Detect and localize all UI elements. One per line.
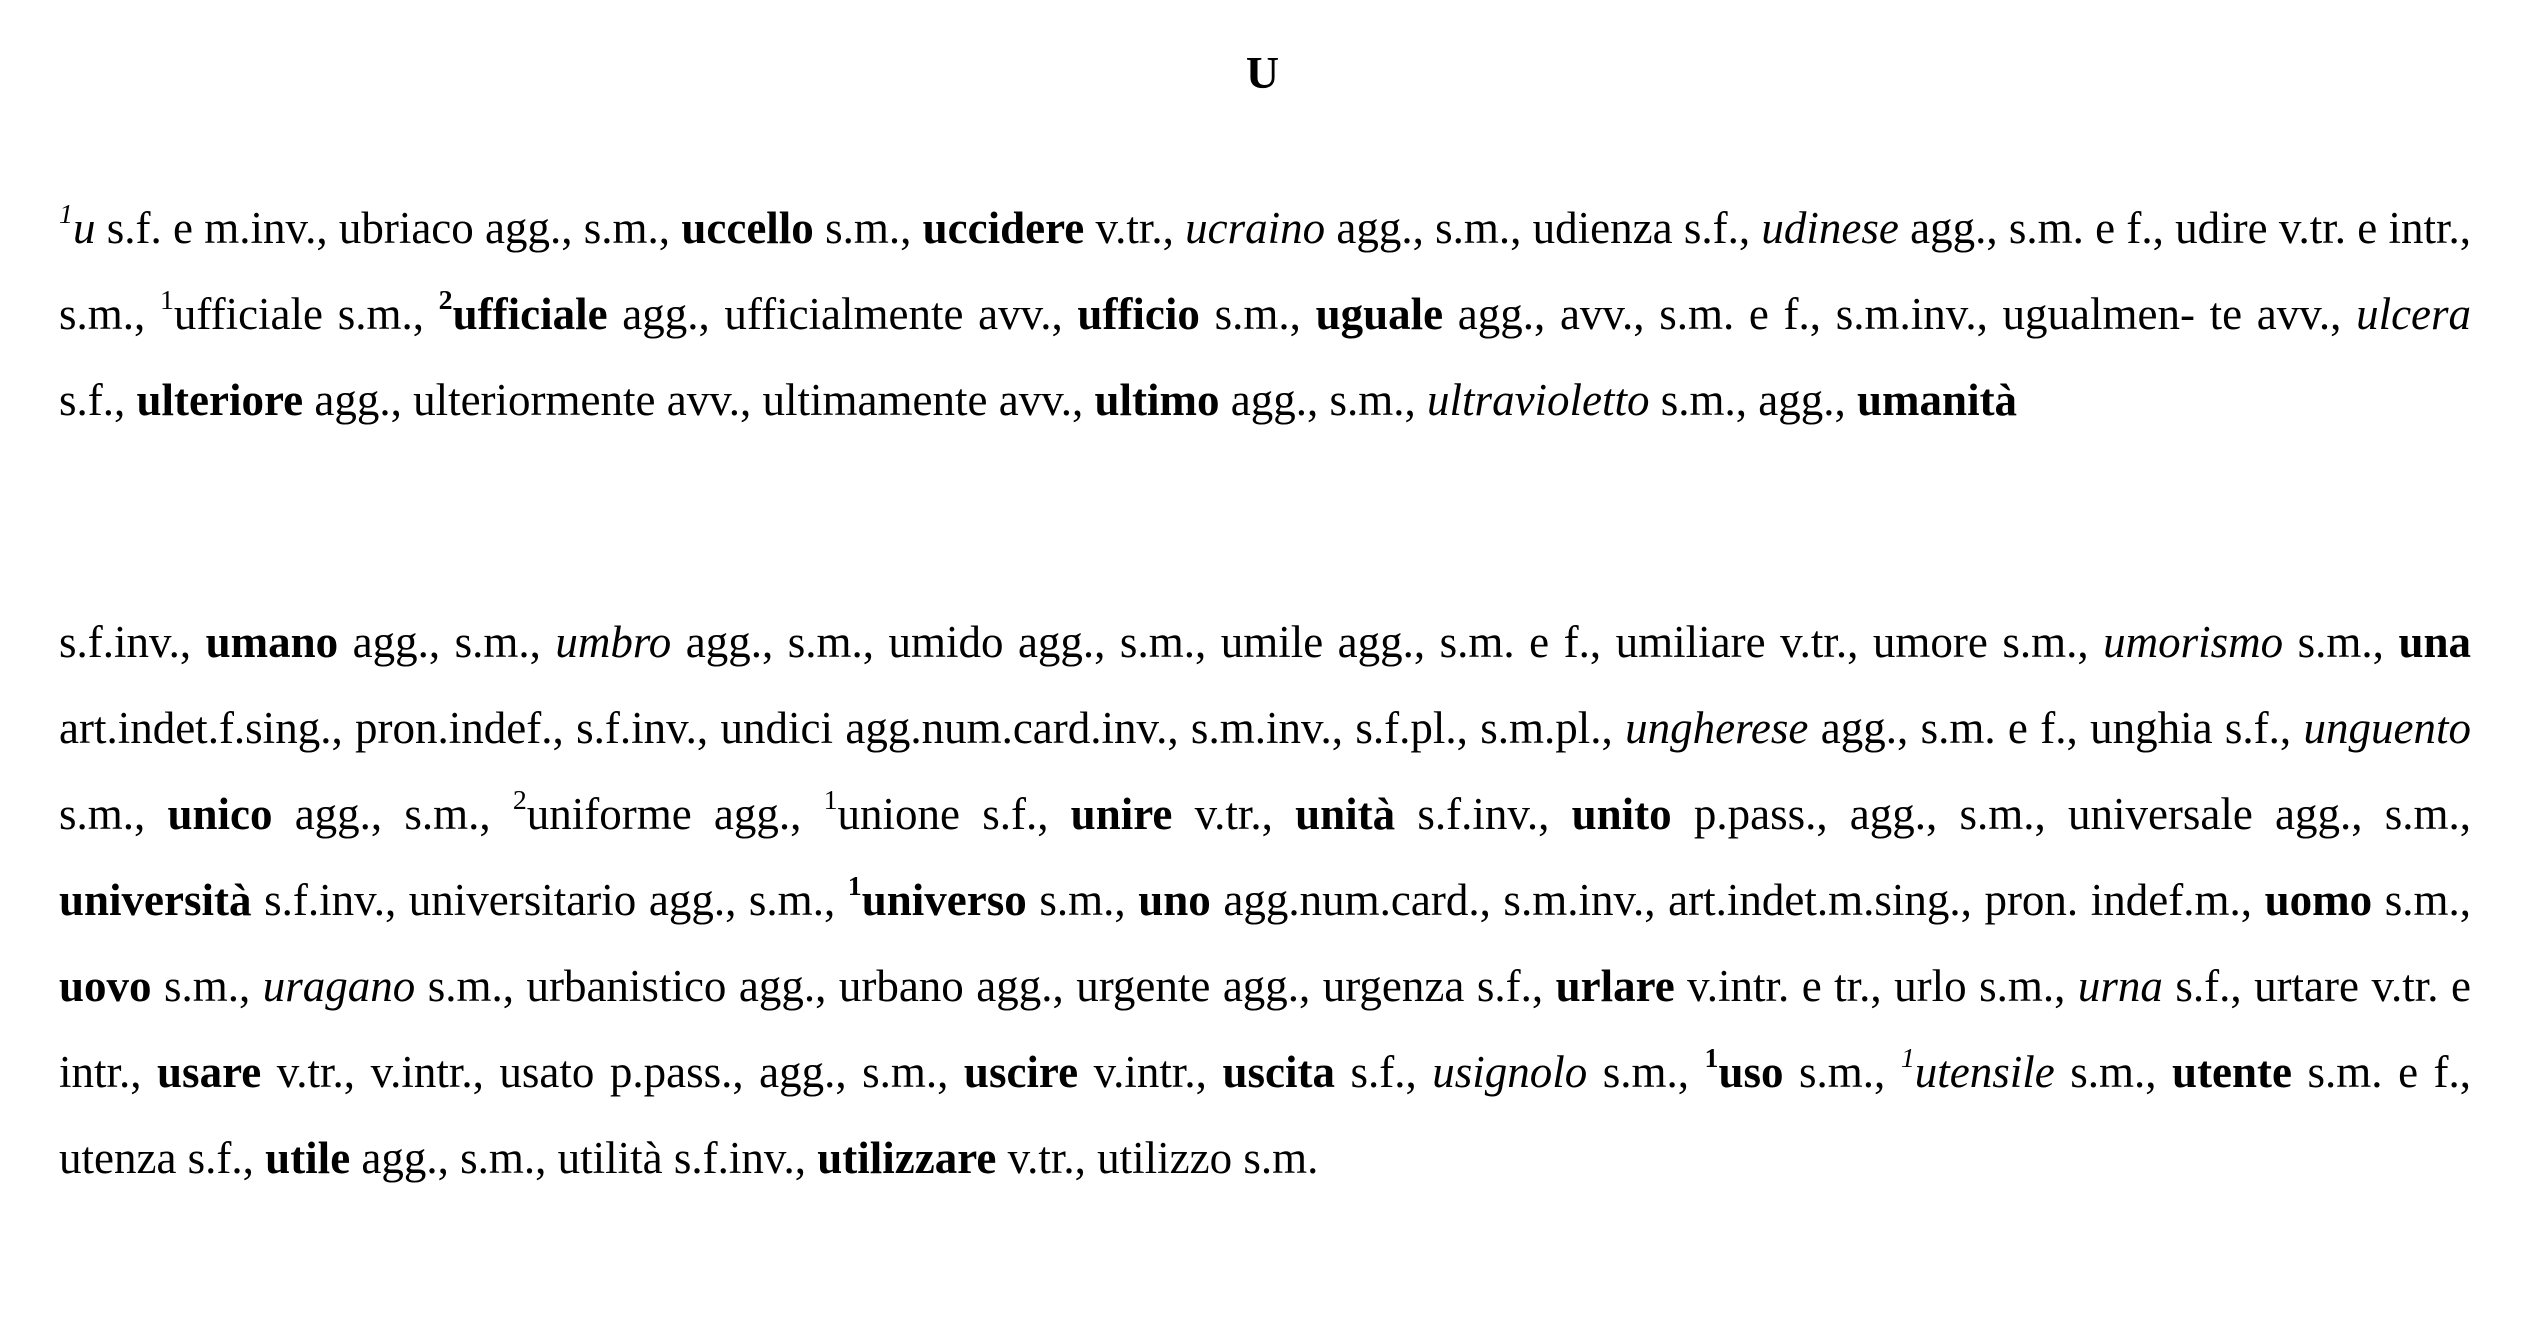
text-run: uccidere bbox=[922, 203, 1085, 253]
text-run: uovo bbox=[59, 961, 152, 1011]
text-run: uccello bbox=[681, 203, 814, 253]
text-run: agg., s.m., umido agg., s.m., umile agg., s.m. e f., umiliare v.tr., umore s.m., bbox=[671, 617, 2104, 667]
text-run: uso bbox=[1718, 1047, 1784, 1097]
text-run: v.intr. e tr., urlo s.m., bbox=[1674, 961, 2078, 1011]
text-run: agg., s.m., bbox=[272, 789, 513, 839]
text-run: usignolo bbox=[1432, 1047, 1588, 1097]
text-run: agg., s.m. e f., unghia s.f., bbox=[1808, 703, 2304, 753]
text-run: ufficiale s.m., bbox=[173, 289, 439, 339]
text-run: umorismo bbox=[2103, 617, 2284, 667]
text-run: udinese bbox=[1761, 203, 1899, 253]
text-run: ufficio bbox=[1077, 289, 1200, 339]
text-run: s.m., bbox=[1026, 875, 1139, 925]
text-run: università bbox=[59, 875, 252, 925]
text-run: unico bbox=[167, 789, 273, 839]
text-run: agg., ulteriormente avv., ultimamente avv., bbox=[303, 375, 1095, 425]
text-run: s.m., bbox=[1587, 1047, 1705, 1097]
text-run: ulcera bbox=[2356, 289, 2472, 339]
text-run: unire bbox=[1070, 789, 1173, 839]
text-run: v.tr., bbox=[1172, 789, 1296, 839]
text-run: agg., s.m., utilità s.f.inv., bbox=[350, 1133, 818, 1183]
text-run: s.m., urbanistico agg., urbano agg., urgente agg., urgenza s.f., bbox=[415, 961, 1556, 1011]
text-run: u bbox=[72, 203, 96, 253]
text-run: urlare bbox=[1555, 961, 1675, 1011]
text-run: utile bbox=[265, 1133, 351, 1183]
text-run: v.intr., bbox=[1078, 1047, 1223, 1097]
homograph-superscript: 1 bbox=[159, 284, 174, 316]
text-run: uscita bbox=[1222, 1047, 1335, 1097]
text-run: ufficiale bbox=[452, 289, 608, 339]
text-run: uomo bbox=[2264, 875, 2373, 925]
text-run: utensile bbox=[1914, 1047, 2055, 1097]
text-run: universo bbox=[861, 875, 1027, 925]
text-run: v.tr., bbox=[1084, 203, 1186, 253]
homograph-superscript: 1 bbox=[1704, 1042, 1719, 1074]
homograph-superscript: 2 bbox=[438, 284, 453, 316]
text-run: agg., avv., s.m. e f., s.m.inv., ugualmen- te avv., bbox=[1443, 289, 2357, 339]
text-run: s.f.inv., bbox=[1395, 789, 1572, 839]
text-run: usare bbox=[157, 1047, 262, 1097]
text-run: v.tr., v.intr., usato p.pass., agg., s.m., bbox=[261, 1047, 964, 1097]
text-run: urna bbox=[2077, 961, 2163, 1011]
text-run: s.m., bbox=[2054, 1047, 2173, 1097]
text-run: agg., s.m., udienza s.f., bbox=[1325, 203, 1762, 253]
text-run: p.pass., agg., s.m., universale agg., s.m., bbox=[1671, 789, 2471, 839]
text-run: uguale bbox=[1315, 289, 1444, 339]
text-run: uragano bbox=[262, 961, 416, 1011]
text-run: uno bbox=[1138, 875, 1211, 925]
text-run: uniforme agg., bbox=[526, 789, 824, 839]
text-run: v.tr., utilizzo s.m. bbox=[996, 1133, 1319, 1183]
text-run: umbro bbox=[555, 617, 672, 667]
text-run: s.f.inv., universitario agg., s.m., bbox=[251, 875, 848, 925]
homograph-superscript: 1 bbox=[823, 784, 838, 816]
text-run: una bbox=[2398, 617, 2471, 667]
text-run: agg., s.m. e f., udire v.tr. e intr., s.m., bbox=[59, 203, 2471, 339]
text-run: s.m., bbox=[151, 961, 263, 1011]
text-run: ungherese bbox=[1625, 703, 1809, 753]
text-run: ulteriore bbox=[136, 375, 304, 425]
homograph-superscript: 2 bbox=[512, 784, 527, 816]
text-run: unione s.f., bbox=[837, 789, 1071, 839]
text-run: s.m., bbox=[1783, 1047, 1901, 1097]
text-run: s.f., bbox=[59, 375, 137, 425]
text-run: utilizzare bbox=[817, 1133, 997, 1183]
text-run: utente bbox=[2172, 1047, 2293, 1097]
text-run: umano bbox=[205, 617, 339, 667]
text-run: agg., s.m., bbox=[1219, 375, 1428, 425]
text-run: s.m., bbox=[59, 789, 168, 839]
text-run: s.m., bbox=[1199, 289, 1316, 339]
text-run: unito bbox=[1571, 789, 1672, 839]
homograph-superscript: 1 bbox=[1900, 1042, 1915, 1074]
text-run: s.f.inv., bbox=[59, 617, 206, 667]
text-run: s.f. e m.inv., ubriaco agg., s.m., bbox=[95, 203, 682, 253]
homograph-superscript: 1 bbox=[847, 870, 862, 902]
text-run: ucraino bbox=[1185, 203, 1326, 253]
text-run: s.f., urtare v.tr. e intr., bbox=[59, 961, 2471, 1097]
text-run: unità bbox=[1295, 789, 1396, 839]
text-run: ultimo bbox=[1094, 375, 1220, 425]
text-run: uscire bbox=[963, 1047, 1079, 1097]
text-run: agg., s.m., bbox=[338, 617, 556, 667]
text-run: s.m., bbox=[813, 203, 923, 253]
text-run: s.m. e f., utenza s.f., bbox=[59, 1047, 2472, 1183]
text-run: unguento bbox=[2303, 703, 2472, 753]
text-run: s.m., bbox=[2283, 617, 2399, 667]
text-run: ultravioletto bbox=[1427, 375, 1650, 425]
paragraph-2 bbox=[59, 599, 2471, 1201]
text-run: art.indet.f.sing., pron.indef., s.f.inv., undici agg.num.card.inv., s.m.inv., s.f.pl., s.m.pl., bbox=[59, 703, 1626, 753]
text-run: s.m., agg., bbox=[1649, 375, 1858, 425]
text-run: agg., ufficialmente avv., bbox=[607, 289, 1078, 339]
text-run: umanità bbox=[1857, 375, 2018, 425]
paragraph-1 bbox=[59, 185, 2471, 443]
homograph-superscript: 1 bbox=[59, 198, 73, 230]
page-heading: U bbox=[1245, 47, 1280, 98]
text-run: s.m., bbox=[2372, 875, 2471, 925]
text-run: s.f., bbox=[1334, 1047, 1433, 1097]
text-run: agg.num.card., s.m.inv., art.indet.m.sing., pron. indef.m., bbox=[1210, 875, 2265, 925]
